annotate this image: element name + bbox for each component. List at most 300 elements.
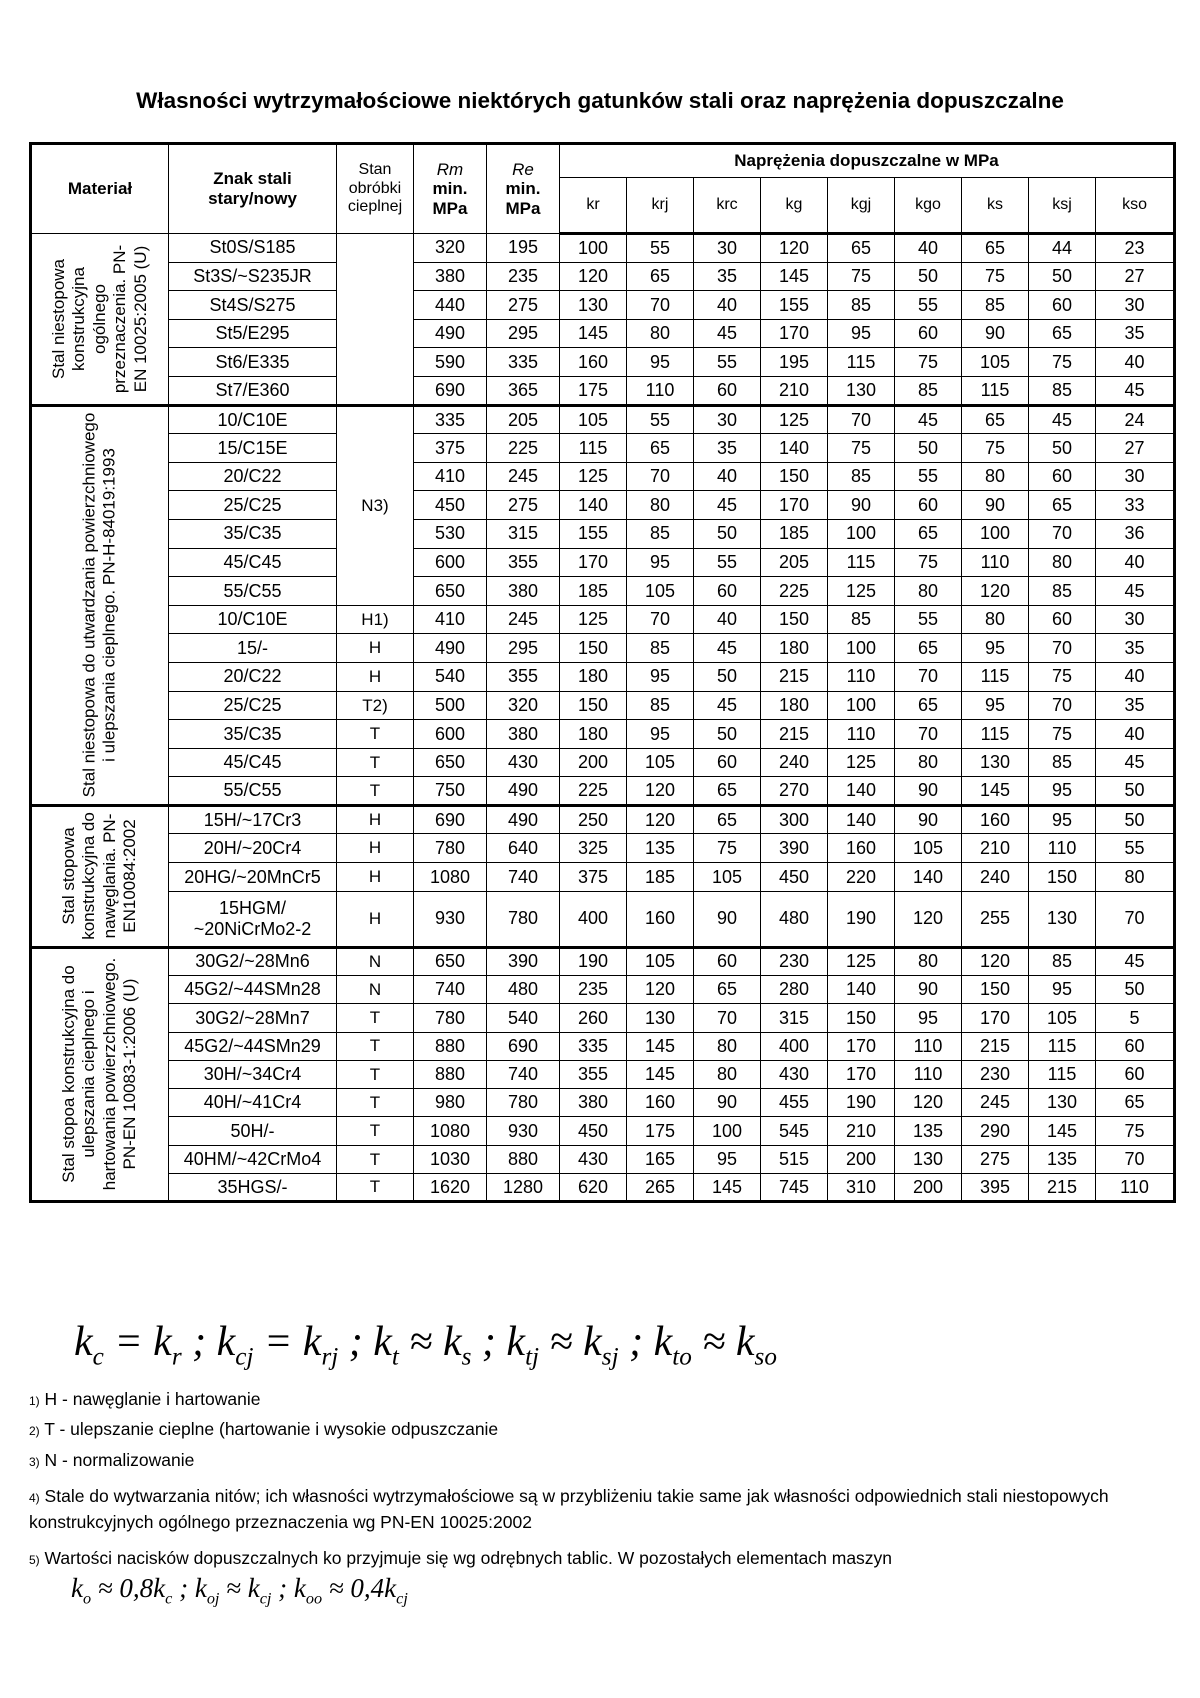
steel-grade-cell: 30G2/~28Mn6 [169,947,337,975]
footnote-4 [29,1483,1169,1536]
value-cell: 515 [761,1145,828,1173]
value-cell: 70 [1096,1145,1175,1173]
header-kg: kg [761,178,828,234]
value-cell: 140 [560,491,627,520]
value-cell: 85 [962,291,1029,320]
header-krc: krc [694,178,761,234]
value-cell: 95 [895,1004,962,1032]
value-cell: 140 [761,434,828,463]
value-cell: 60 [694,947,761,975]
value-cell: 60 [1096,1032,1175,1060]
value-cell: 95 [627,548,694,577]
value-cell: 490 [414,634,487,663]
stan-cell: T [337,1089,414,1117]
header-kgo: kgo [895,178,962,234]
value-cell: 125 [761,405,828,434]
group-label-cell [31,234,169,406]
table-row [31,405,1175,434]
value-cell: 80 [1096,863,1175,892]
footnote-5-number: 5) [29,1553,40,1568]
group-label: Stal niestopowa konstrukcyjna ogólnego przeznaczenia. PN-EN 10025:2005 (U) [49,244,150,393]
value-cell: 620 [560,1174,627,1202]
value-cell: 70 [627,291,694,320]
header-stan: Stan obróbki cieplnej [337,144,414,234]
value-cell: 125 [560,605,627,634]
table-row [31,491,1175,520]
value-cell: 27 [1096,434,1175,463]
steel-grade-cell: St0S/S185 [169,234,337,263]
stan-cell: T [337,777,414,806]
value-cell: 315 [487,519,560,548]
value-cell: 160 [962,805,1029,834]
value-cell: 60 [694,748,761,777]
value-cell: 90 [828,491,895,520]
value-cell: 205 [761,548,828,577]
value-cell: 530 [414,519,487,548]
header-rm-unit: MPa [432,198,468,218]
value-cell: 165 [627,1145,694,1173]
value-cell: 70 [694,1004,761,1032]
value-cell: 70 [895,720,962,749]
steel-grade-cell: 45/C45 [169,748,337,777]
value-cell: 380 [560,1089,627,1117]
value-cell: 110 [895,1032,962,1060]
value-cell: 125 [560,462,627,491]
value-cell: 1080 [414,863,487,892]
table-row [31,376,1175,405]
steel-grade-cell: 45/C45 [169,548,337,577]
value-cell: 65 [1096,1089,1175,1117]
value-cell: 1030 [414,1145,487,1173]
footnote-3-number: 3) [29,1454,40,1469]
table-row [31,691,1175,720]
value-cell: 80 [627,491,694,520]
value-cell: 65 [895,691,962,720]
value-cell: 50 [1096,975,1175,1003]
value-cell: 490 [414,319,487,348]
value-cell: 70 [1029,691,1096,720]
value-cell: 195 [761,348,828,377]
value-cell: 55 [627,234,694,263]
value-cell: 120 [895,1089,962,1117]
steel-properties-table [29,142,1176,1203]
value-cell: 70 [627,605,694,634]
value-cell: 90 [694,891,761,947]
value-cell: 125 [828,947,895,975]
value-cell: 80 [895,947,962,975]
value-cell: 780 [487,1089,560,1117]
value-cell: 150 [560,634,627,663]
value-cell: 80 [694,1060,761,1088]
value-cell: 230 [761,947,828,975]
table-row [31,605,1175,634]
value-cell: 95 [1029,975,1096,1003]
value-cell: 490 [487,777,560,806]
steel-grade-cell: 55/C55 [169,577,337,606]
value-cell: 450 [414,491,487,520]
value-cell: 65 [694,777,761,806]
value-cell: 140 [828,777,895,806]
value-cell: 135 [1029,1145,1096,1173]
value-cell: 80 [627,319,694,348]
value-cell: 115 [1029,1032,1096,1060]
value-cell: 80 [962,462,1029,491]
value-cell: 540 [414,662,487,691]
value-cell: 280 [761,975,828,1003]
header-rm-min: min. [432,179,468,199]
value-cell: 35 [694,434,761,463]
value-cell: 105 [895,834,962,863]
value-cell: 145 [627,1060,694,1088]
value-cell: 205 [487,405,560,434]
value-cell: 160 [627,1089,694,1117]
value-cell: 95 [627,720,694,749]
value-cell: 780 [487,891,560,947]
value-cell: 95 [694,1145,761,1173]
value-cell: 85 [627,691,694,720]
value-cell: 85 [627,634,694,663]
steel-grade-cell: 20/C22 [169,462,337,491]
value-cell: 300 [761,805,828,834]
value-cell: 395 [962,1174,1029,1202]
value-cell: 85 [1029,577,1096,606]
stan-cell: H1) [337,605,414,634]
value-cell: 45 [895,405,962,434]
value-cell: 200 [895,1174,962,1202]
value-cell: 85 [828,605,895,634]
value-cell: 70 [1096,891,1175,947]
value-cell: 50 [1096,805,1175,834]
value-cell: 135 [895,1117,962,1145]
footnote-1-number: 1) [29,1394,40,1408]
stan-cell: H [337,891,414,947]
value-cell: 35 [694,262,761,291]
value-cell: 65 [828,234,895,263]
value-cell: 115 [1029,1060,1096,1088]
value-cell: 640 [487,834,560,863]
value-cell: 180 [560,720,627,749]
value-cell: 45 [694,634,761,663]
group-label: Stal niestopowa do utwardzania powierzchniowego i ulepszania cieplnego. PN-H-84019:1993 [79,412,119,798]
value-cell: 60 [1096,1060,1175,1088]
value-cell: 80 [1029,548,1096,577]
value-cell: 650 [414,577,487,606]
value-cell: 75 [828,434,895,463]
table-row [31,891,1175,947]
value-cell: 65 [962,405,1029,434]
header-re-unit: MPa [505,198,541,218]
value-cell: 135 [627,834,694,863]
value-cell: 200 [560,748,627,777]
steel-grade-cell: 25/C25 [169,691,337,720]
value-cell: 170 [761,491,828,520]
value-cell: 65 [1029,319,1096,348]
steel-grade-cell: 30H/~34Cr4 [169,1060,337,1088]
value-cell: 70 [828,405,895,434]
value-cell: 140 [895,863,962,892]
value-cell: 65 [627,262,694,291]
steel-grade-cell: 35/C35 [169,519,337,548]
value-cell: 95 [962,634,1029,663]
value-cell: 390 [761,834,828,863]
table-row [31,834,1175,863]
value-cell: 745 [761,1174,828,1202]
value-cell: 410 [414,605,487,634]
value-cell: 105 [560,405,627,434]
table-row [31,720,1175,749]
value-cell: 150 [1029,863,1096,892]
table-row [31,519,1175,548]
value-cell: 45 [694,491,761,520]
value-cell: 5 [1096,1004,1175,1032]
header-re-symbol: Re [512,159,534,179]
value-cell: 75 [1096,1117,1175,1145]
value-cell: 170 [828,1060,895,1088]
stan-cell: T [337,748,414,777]
steel-grade-cell: 40HM/~42CrMo4 [169,1145,337,1173]
value-cell: 230 [962,1060,1029,1088]
value-cell: 110 [1029,834,1096,863]
value-cell: 40 [895,234,962,263]
footnote-1 [29,1386,1169,1412]
header-re-min: min. [505,179,541,199]
value-cell: 110 [828,662,895,691]
value-cell: 210 [962,834,1029,863]
table-row [31,434,1175,463]
value-cell: 100 [560,234,627,263]
value-cell: 145 [627,1032,694,1060]
value-cell: 60 [694,376,761,405]
stan-cell: T2) [337,691,414,720]
value-cell: 70 [1029,519,1096,548]
value-cell: 225 [761,577,828,606]
stan-cell: H [337,634,414,663]
value-cell: 75 [1029,348,1096,377]
value-cell: 65 [694,805,761,834]
value-cell: 380 [487,577,560,606]
group-label: Stal stopoa konstrukcyjna do ulepszania cieplnego i hartowania powierzchniowego. PN-EN 10083-1:2006 (U) [59,958,140,1191]
value-cell: 455 [761,1089,828,1117]
value-cell: 65 [895,634,962,663]
value-cell: 55 [895,605,962,634]
value-cell: 690 [414,376,487,405]
steel-grade-cell: 10/C10E [169,405,337,434]
value-cell: 23 [1096,234,1175,263]
steel-grade-cell: 50H/- [169,1117,337,1145]
value-cell: 245 [487,462,560,491]
table-row [31,777,1175,806]
value-cell: 185 [560,577,627,606]
value-cell: 315 [761,1004,828,1032]
value-cell: 85 [627,519,694,548]
header-re [487,144,560,234]
value-cell: 95 [1029,777,1096,806]
value-cell: 175 [627,1117,694,1145]
header-kso: kso [1096,178,1175,234]
value-cell: 120 [895,891,962,947]
stan-cell: H [337,662,414,691]
value-cell: 500 [414,691,487,720]
table-row [31,234,1175,263]
stan-cell: N3) [337,405,414,605]
value-cell: 295 [487,319,560,348]
value-cell: 75 [1029,662,1096,691]
value-cell: 145 [694,1174,761,1202]
header-ksj: ksj [1029,178,1096,234]
header-krj: krj [627,178,694,234]
value-cell: 130 [828,376,895,405]
value-cell: 70 [1029,634,1096,663]
value-cell: 130 [1029,891,1096,947]
stan-cell: T [337,1174,414,1202]
table-row [31,1145,1175,1173]
value-cell: 60 [1029,291,1096,320]
value-cell: 60 [694,577,761,606]
value-cell: 150 [761,605,828,634]
value-cell: 100 [962,519,1029,548]
steel-grade-cell: 45G2/~44SMn28 [169,975,337,1003]
footnote-4-text: Stale do wytwarzania nitów; ich własności wytrzymałościowe są w przybliżeniu takie same jak własności odpowiednich stali niestopowych konstrukcyjnych ogólnego przeznaczenia wg PN-EN 10025:2002 [29,1485,1109,1532]
table-row [31,348,1175,377]
value-cell: 85 [828,462,895,491]
value-cell: 60 [1029,605,1096,634]
steel-grade-cell: St3S/~S235JR [169,262,337,291]
value-cell: 400 [560,891,627,947]
value-cell: 75 [895,348,962,377]
value-cell: 100 [828,519,895,548]
table-row [31,634,1175,663]
value-cell: 55 [895,291,962,320]
table-row [31,1174,1175,1202]
value-cell: 45 [694,319,761,348]
steel-grade-cell: St6/E335 [169,348,337,377]
value-cell: 120 [761,234,828,263]
value-cell: 85 [1029,947,1096,975]
value-cell: 35 [1096,691,1175,720]
value-cell: 115 [962,720,1029,749]
value-cell: 30 [694,234,761,263]
value-cell: 320 [487,691,560,720]
value-cell: 105 [627,748,694,777]
value-cell: 480 [761,891,828,947]
value-cell: 235 [487,262,560,291]
value-cell: 325 [560,834,627,863]
steel-grade-cell: 55/C55 [169,777,337,806]
value-cell: 275 [487,491,560,520]
value-cell: 75 [828,262,895,291]
value-cell: 65 [694,975,761,1003]
value-cell: 880 [414,1032,487,1060]
value-cell: 120 [560,262,627,291]
value-cell: 225 [487,434,560,463]
value-cell: 110 [828,720,895,749]
value-cell: 45 [1029,405,1096,434]
group-label: Stal stopowa konstrukcyjna do nawęglania. PN-EN10084:2002 [59,812,140,941]
footnote-2-number: 2) [29,1424,40,1439]
footnote-1-text: H - nawęglanie i hartowanie [44,1389,261,1409]
value-cell: 320 [414,234,487,263]
footnote-4-number: 4) [29,1490,40,1505]
footnote-2 [29,1416,1169,1442]
value-cell: 80 [962,605,1029,634]
value-cell: 85 [828,291,895,320]
value-cell: 130 [627,1004,694,1032]
table-row [31,1060,1175,1088]
value-cell: 36 [1096,519,1175,548]
value-cell: 105 [962,348,1029,377]
value-cell: 375 [560,863,627,892]
value-cell: 355 [487,548,560,577]
value-cell: 60 [895,491,962,520]
table-row [31,291,1175,320]
table-row [31,462,1175,491]
value-cell: 90 [962,319,1029,348]
value-cell: 365 [487,376,560,405]
value-cell: 450 [560,1117,627,1145]
value-cell: 45 [1096,748,1175,777]
value-cell: 35 [1096,634,1175,663]
value-cell: 90 [694,1089,761,1117]
value-cell: 650 [414,748,487,777]
value-cell: 355 [560,1060,627,1088]
value-cell: 50 [1096,777,1175,806]
value-cell: 160 [560,348,627,377]
value-cell: 275 [487,291,560,320]
value-cell: 105 [694,863,761,892]
header-znak: Znak stali stary/nowy [169,144,337,234]
value-cell: 60 [1029,462,1096,491]
value-cell: 690 [487,1032,560,1060]
value-cell: 265 [627,1174,694,1202]
footnote-3-text: N - normalizowanie [44,1449,195,1470]
value-cell: 380 [414,262,487,291]
steel-grade-cell: 45G2/~44SMn29 [169,1032,337,1060]
page-title: Własności wytrzymałościowe niektórych gatunków stali oraz naprężenia dopuszczalne [136,88,1064,113]
table-row [31,1032,1175,1060]
value-cell: 145 [1029,1117,1096,1145]
value-cell: 275 [962,1145,1029,1173]
value-cell: 160 [627,891,694,947]
value-cell: 175 [560,376,627,405]
steel-grade-cell: 20/C22 [169,662,337,691]
value-cell: 85 [895,376,962,405]
stan-cell: T [337,1004,414,1032]
value-cell: 1620 [414,1174,487,1202]
value-cell: 245 [962,1089,1029,1117]
value-cell: 85 [1029,748,1096,777]
value-cell: 50 [895,262,962,291]
value-cell: 295 [487,634,560,663]
value-cell: 40 [1096,720,1175,749]
value-cell: 95 [962,691,1029,720]
value-cell: 75 [694,834,761,863]
stan-cell: T [337,720,414,749]
steel-grade-cell: 40H/~41Cr4 [169,1089,337,1117]
value-cell: 150 [761,462,828,491]
value-cell: 440 [414,291,487,320]
value-cell: 490 [487,805,560,834]
header-ks: ks [962,178,1029,234]
value-cell: 150 [560,691,627,720]
value-cell: 170 [828,1032,895,1060]
value-cell: 75 [895,548,962,577]
value-cell: 880 [414,1060,487,1088]
value-cell: 120 [627,805,694,834]
value-cell: 190 [560,947,627,975]
value-cell: 40 [1096,662,1175,691]
table-row [31,1089,1175,1117]
table-body [31,234,1175,1202]
